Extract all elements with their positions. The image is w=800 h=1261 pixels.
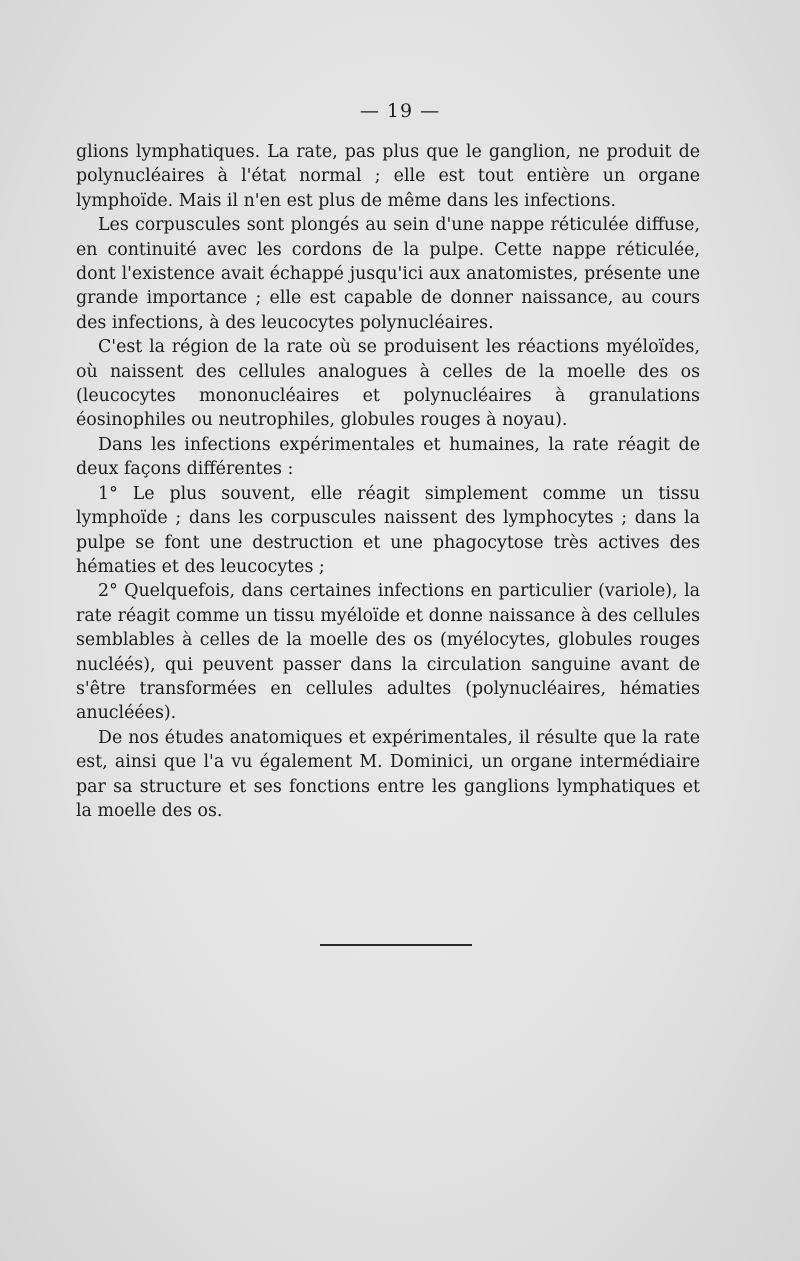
page-number: — 19 —	[359, 100, 441, 122]
paragraph-1: glions lymphatiques. La rate, pas plus que le ganglion, ne produit de polynucléaires à l'état normal ; elle est tout entière un organe lymphoïde. Mais il n'en est plus de même dans les infections.	[76, 142, 700, 211]
paragraph-2: Les corpuscules sont plongés au sein d'une nappe réticulée diffuse, en continuité avec les cordons de la pulpe. Cette nappe réticulée, dont l'existence avait échappé jusqu'ici aux anatomistes, présente une grande importance ; elle est capable de donner naissance, au cours des infections, à des leucocytes polynucléaires.	[76, 215, 700, 333]
paragraph-5: 1° Le plus souvent, elle réagit simplement comme un tissu lymphoïde ; dans les corpuscules naissent des lymphocytes ; dans la pulpe se font une destruction et une phagocytose très actives des hématies et des leucocytes ;	[76, 483, 700, 577]
paragraph-6: 2° Quelquefois, dans certaines infections en particulier (variole), la rate réagit comme un tissu myéloïde et donne naissance à des cellules semblables à celles de la moelle des os (myélocytes, globules rouges nucléés), qui peuvent passer dans la circulation sanguine avant de s'être transformées en cellules adultes (polynucléaires, hématies anucléées).	[76, 581, 700, 724]
body-text	[76, 140, 700, 823]
section-divider	[320, 944, 472, 946]
paragraph-4: Dans les infections expérimentales et humaines, la rate réagit de deux façons différentes :	[76, 434, 700, 480]
paragraph-3: C'est la région de la rate où se produisent les réactions myéloïdes, où naissent des cellules analogues à celles de la moelle des os (leucocytes mononucléaires et polynucléaires à granulations éosinophiles ou neutrophiles, globules rouges à noyau).	[76, 337, 700, 431]
paragraph-7: De nos études anatomiques et expérimentales, il résulte que la rate est, ainsi que l'a vu également M. Dominici, un organe intermédiaire par sa structure et ses fonctions entre les ganglions lymphatiques et la moelle des os.	[76, 727, 700, 821]
